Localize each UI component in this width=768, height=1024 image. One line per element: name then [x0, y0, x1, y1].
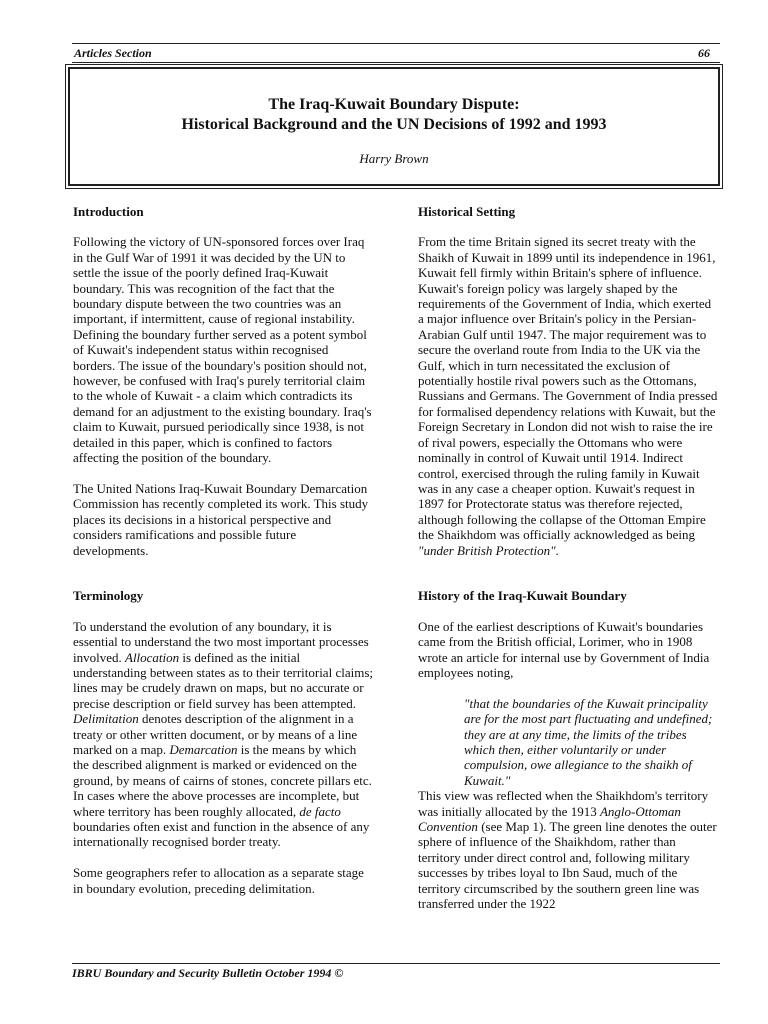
- historical-setting-heading: Historical Setting: [418, 204, 516, 219]
- boundary-history-heading: History of the Iraq-Kuwait Boundary: [418, 588, 627, 604]
- article-title-line2: Historical Background and the UN Decisions of 1992 and 1993: [181, 116, 607, 133]
- section-label: Articles Section: [74, 46, 152, 60]
- introduction-heading: Introduction: [73, 204, 144, 219]
- introduction-paragraph-2: The United Nations Iraq-Kuwait Boundary Demarcation Commission has recently completed its work. This study places its decisions in a historical perspective and considers ramifications and possible future developments.: [73, 480, 369, 558]
- running-header: [72, 43, 720, 63]
- introduction-paragraph-1: Following the victory of UN-sponsored forces over Iraq in the Gulf War of 1991 it was decided by the UN to settle the issue of the poorly defined Iraq-Kuwait boundary. This was recognition of the fact that the boundary dispute between the two countries was an important, if intermittent, cause of regional instability. Defining the boundary further served as a potent symbol of Kuwait's independent status within recognised borders. The issue of the boundary's position should not, however, be confused with Iraq's purely territorial claim to the whole of Kuwait - a claim which contradicts its demand for an adjustment to the existing boundary. Iraq's claim to Kuwait, pursued periodically since 1938, is not detailed in this paper, which is confined to factors affecting the position of the boundary.: [73, 234, 372, 466]
- terminology-paragraph-2: Some geographers refer to allocation as a separate stage in boundary evolution, preceding delimitation.: [73, 865, 364, 896]
- right-column: [418, 204, 718, 927]
- boundary-history-paragraph-2: This view was reflected when the Shaikhdom's territory was initially allocated by the 1913 Anglo-Ottoman Convention (see Map 1). The green line denotes the outer sphere of influence of the Shaikhdom, rather than territory under direct control and, following military successes by tribes loyal to Ibn Saud, much of the territory circumscribed by the southern green line was transferred under the 1922: [418, 788, 717, 912]
- left-column: [73, 204, 373, 911]
- page-number: 66: [698, 46, 710, 60]
- author-name: Harry Brown: [359, 151, 429, 166]
- article-title-line1: The Iraq-Kuwait Boundary Dispute:: [268, 96, 520, 113]
- terminology-paragraph-1: To understand the evolution of any boundary, it is essential to understand the two most important processes involved. Allocation is defined as the initial understanding between states as to their territorial claims; lines may be crudely drawn on maps, but no accurate or precise description or field survey has been attempted. Delimitation denotes description of the alignment in a treaty or other written document, or by means of a line marked on a map. Demarcation is the means by which the described alignment is marked or evidenced on the ground, by means of cairns of stones, concrete pillars etc. In cases where the above processes are incomplete, but where territory has been roughly allocated, de facto boundaries often exist and function in the absence of any internationally recognised border treaty.: [73, 618, 373, 850]
- terminology-heading: Terminology: [73, 588, 144, 604]
- lorimer-quote: "that the boundaries of the Kuwait principality are for the most part fluctuating and undefined; they are at any time, the limits of the tribes which then, either voluntarily or under compulsion, owe allegiance to the shaikh of Kuwait.": [464, 695, 713, 788]
- boundary-history-paragraph-1: One of the earliest descriptions of Kuwait's boundaries came from the British official, Lorimer, who in 1908 wrote an article for internal use by Government of India employees noting,: [418, 618, 710, 680]
- footer: IBRU Boundary and Security Bulletin October 1994 ©: [72, 963, 720, 981]
- title-box: [68, 67, 720, 186]
- historical-setting-paragraph: From the time Britain signed its secret treaty with the Shaikh of Kuwait in 1899 until its independence in 1961, Kuwait fell firmly within Britain's sphere of influence. Kuwait's foreign policy was largely shaped by the requirements of the Government of India, which exerted a major influence over Britain's policy in the Persian-Arabian Gulf until 1947. The major requirement was to secure the overland route from India to the UK via the Gulf, which in turn necessitated the exclusion of potentially hostile rival powers such as the Ottomans, Russians and Germans. The Government of India pressed for formalised dependency relations with Kuwait, but the Foreign Secretary in London did not wish to raise the ire of rival powers, especially the Ottomans who were nominally in control of Kuwait until 1914. Indirect control, exercised through the ruling family in Kuwait was in any case a cheaper option. Kuwait's request in 1897 for Protectorate status was therefore rejected, although following the collapse of the Ottoman Empire the Shaikhdom was officially acknowledged as being "under British Protection".: [418, 234, 718, 558]
